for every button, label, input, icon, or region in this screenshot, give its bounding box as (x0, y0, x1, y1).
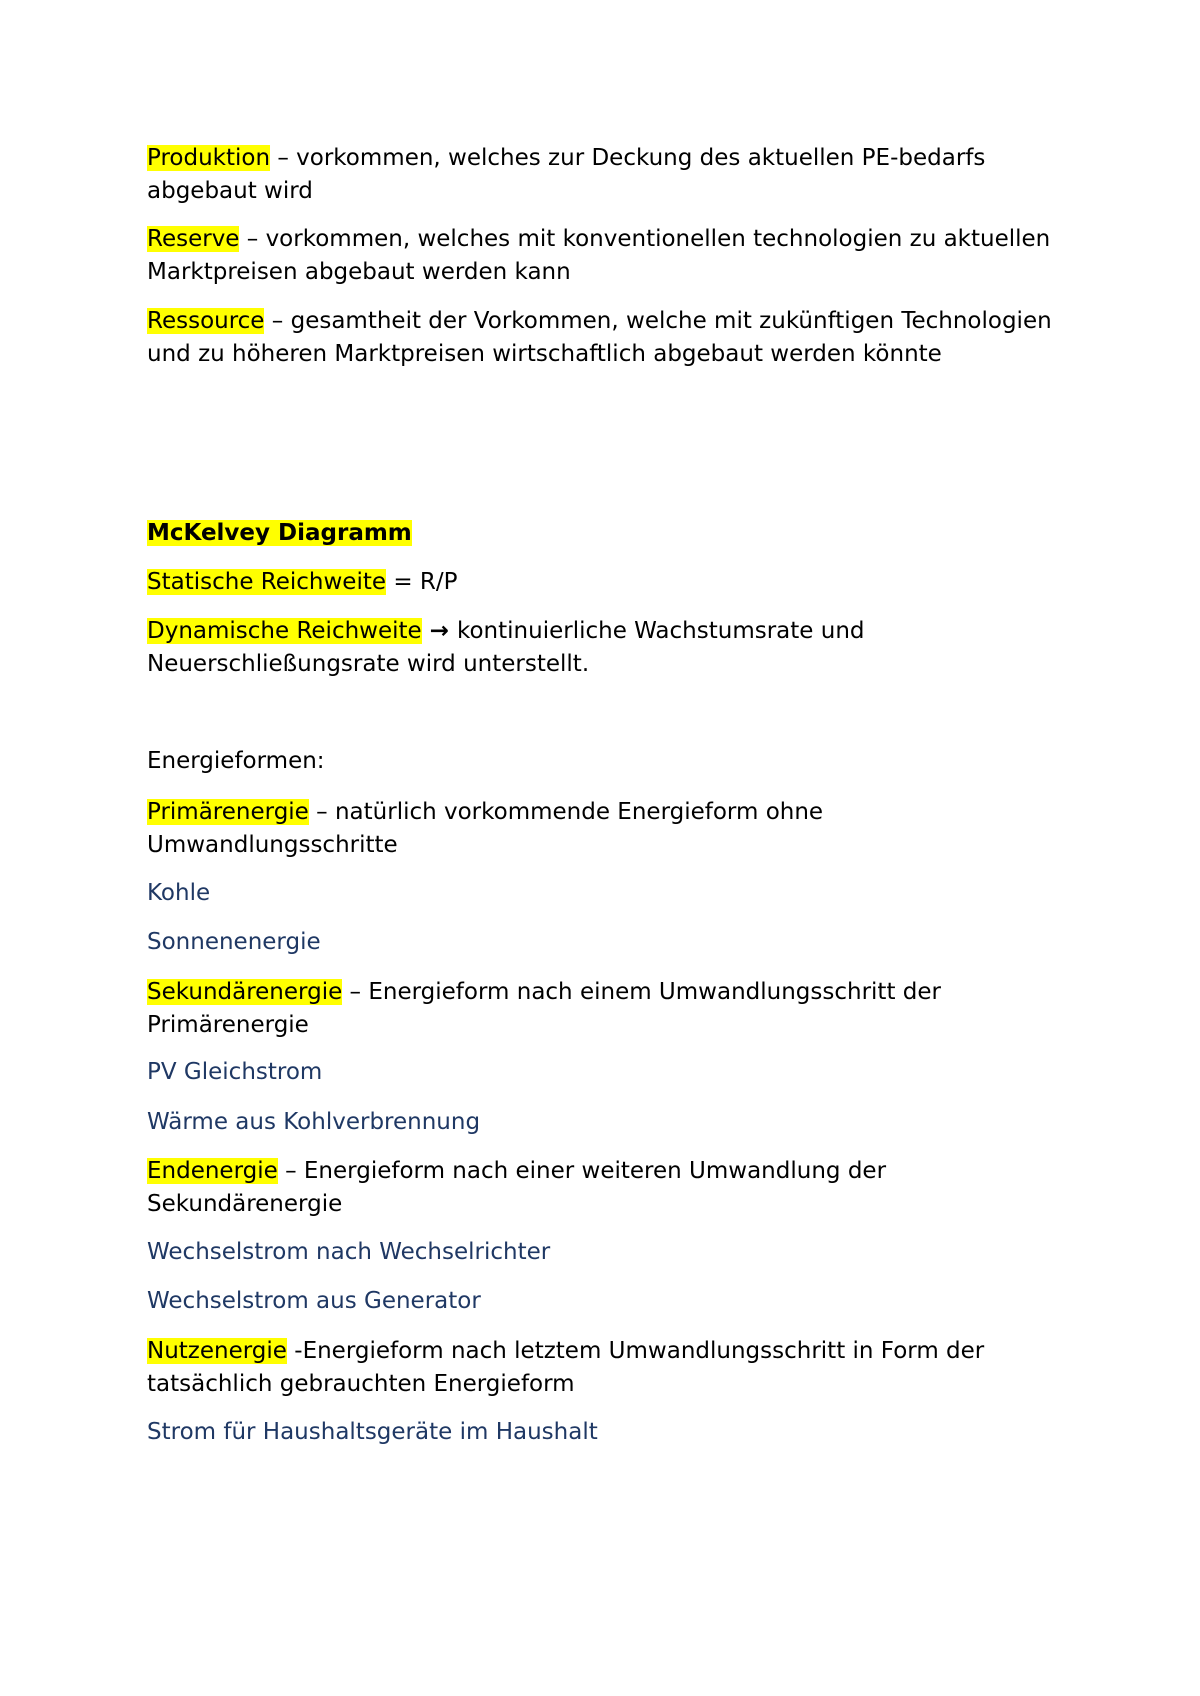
definition-final-energy (147, 1155, 1057, 1221)
definition-produktion (147, 142, 1057, 208)
term-useful-energy: Nutzenergie (147, 1338, 287, 1364)
example-sonnenenergie: Sonnenenergie (147, 929, 321, 955)
definition-useful-energy (147, 1335, 1057, 1401)
definition-reserve-text: – vorkommen, welches mit konventionellen technologien zu aktuellen Marktpreisen abgebaut werden kann (147, 226, 1051, 285)
term-primary-energy: Primärenergie (147, 799, 309, 825)
primary-energy-text: – natürlich vorkommende Energieform ohne Umwandlungsschritte (147, 799, 824, 858)
example-waerme: Wärme aus Kohlverbrennung (147, 1109, 481, 1135)
dynamic-range (147, 615, 1057, 681)
example-pv-gleichstrom: PV Gleichstrom (147, 1059, 323, 1085)
example-generator: Wechselstrom aus Generator (147, 1288, 481, 1314)
example-wechselrichter: Wechselstrom nach Wechselrichter (147, 1239, 551, 1265)
term-dynamic-range: Dynamische Reichweite (147, 618, 422, 644)
mckelvey-heading-text: McKelvey Diagramm (147, 520, 412, 546)
term-ressource: Ressource (147, 308, 265, 334)
term-final-energy: Endenergie (147, 1158, 278, 1184)
definition-produktion-text: – vorkommen, welches zur Deckung des aktuellen PE-bedarfs abgebaut wird (147, 145, 986, 204)
final-energy-text: – Energieform nach einer weiteren Umwandlung der Sekundärenergie (147, 1158, 887, 1217)
static-range (147, 566, 1057, 599)
secondary-energy-text: – Energieform nach einem Umwandlungsschritt der Primärenergie (147, 979, 941, 1038)
arrow-right-icon: → (421, 618, 457, 644)
useful-energy-text: -Energieform nach letztem Umwandlungsschritt in Form der tatsächlich gebrauchten Energieform (147, 1338, 985, 1397)
term-produktion: Produktion (147, 145, 271, 171)
definition-ressource (147, 305, 1057, 371)
term-reserve: Reserve (147, 226, 240, 252)
term-static-range: Statische Reichweite (147, 569, 387, 595)
mckelvey-heading (147, 517, 1057, 550)
definition-ressource-text: – gesamtheit der Vorkommen, welche mit zukünftigen Technologien und zu höheren Marktpreisen wirtschaftlich abgebaut werden könnte (147, 308, 1052, 367)
dynamic-range-text: kontinuierliche Wachstumsrate und Neuerschließungsrate wird unterstellt. (147, 618, 865, 677)
definition-reserve (147, 223, 1057, 289)
term-secondary-energy: Sekundärenergie (147, 979, 343, 1005)
static-range-text: = R/P (386, 569, 458, 595)
example-kohle: Kohle (147, 880, 211, 906)
example-haushalt: Strom für Haushaltsgeräte im Haushalt (147, 1419, 598, 1445)
definition-primary-energy (147, 796, 1057, 862)
definition-secondary-energy (147, 976, 1057, 1042)
energy-heading: Energieformen: (147, 748, 325, 774)
